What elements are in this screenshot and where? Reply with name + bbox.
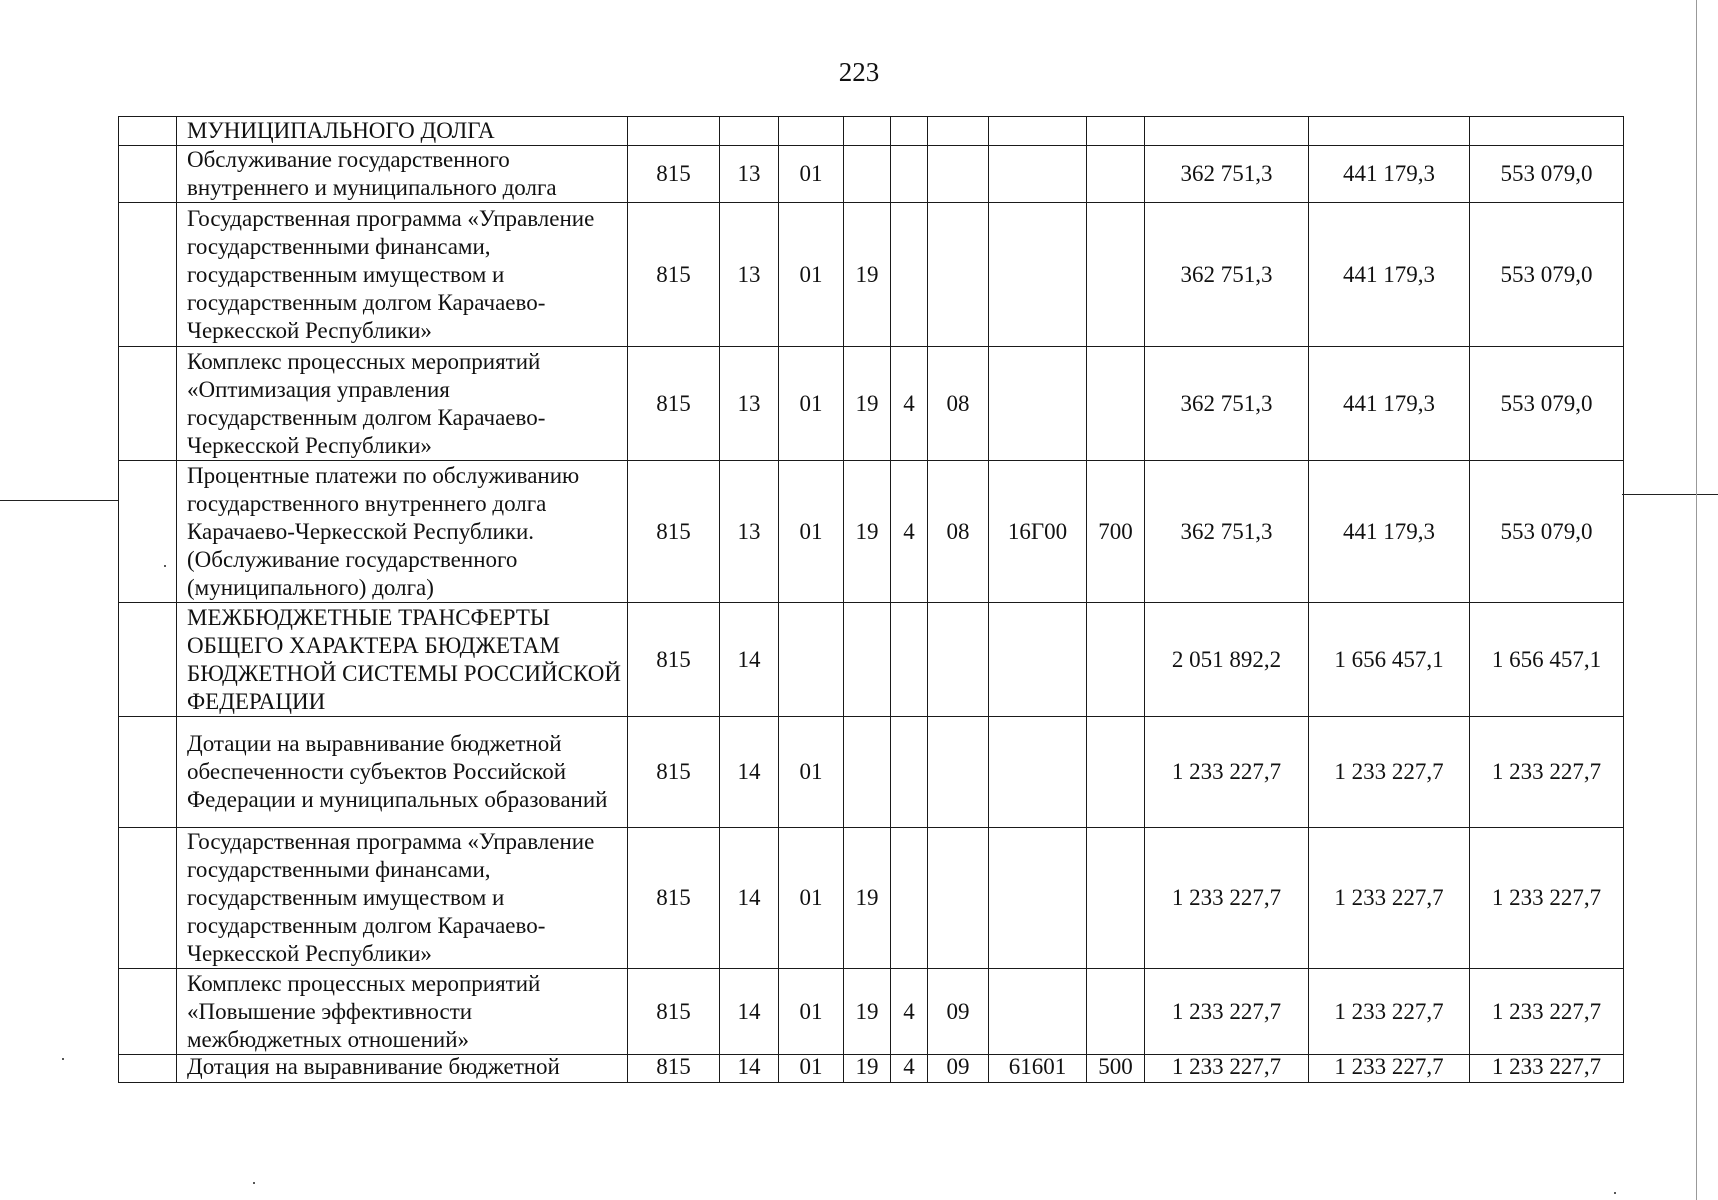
program-type-cell — [891, 603, 928, 717]
direction-code-cell — [928, 117, 989, 146]
amount-year3-cell: 1 233 227,7 — [1470, 717, 1624, 828]
target-article-cell — [989, 969, 1087, 1055]
section-code-cell: 14 — [720, 828, 779, 969]
expense-type-cell — [1087, 828, 1145, 969]
program-code-cell: 19 — [844, 461, 891, 603]
scan-speck — [62, 1058, 64, 1060]
table-row — [119, 146, 1624, 203]
amount-year3-cell: 553 079,0 — [1470, 347, 1624, 461]
target-article-cell — [989, 117, 1087, 146]
amount-year3-cell: 553 079,0 — [1470, 146, 1624, 203]
program-code-cell: 19 — [844, 203, 891, 347]
item-name-cell: Дотация на выравнивание бюджетной — [177, 1055, 628, 1083]
admin-code-cell: 815 — [628, 1055, 720, 1083]
amount-year2-cell: 441 179,3 — [1309, 461, 1470, 603]
admin-code-cell — [628, 117, 720, 146]
scan-line-left — [0, 500, 118, 501]
program-code-cell: 19 — [844, 828, 891, 969]
program-type-cell — [891, 828, 928, 969]
program-code-cell — [844, 603, 891, 717]
expense-type-cell — [1087, 347, 1145, 461]
scan-line-right — [1622, 494, 1718, 495]
program-type-cell — [891, 146, 928, 203]
program-code-cell — [844, 117, 891, 146]
subsection-code-cell — [779, 117, 844, 146]
admin-code-cell: 815 — [628, 146, 720, 203]
expense-type-cell — [1087, 203, 1145, 347]
program-type-cell — [891, 117, 928, 146]
program-type-cell: 4 — [891, 461, 928, 603]
item-name-cell: Дотации на выравнивание бюджетной обеспеченности субъектов Российской Федерации и муниципальных образований — [177, 717, 628, 828]
program-type-cell — [891, 717, 928, 828]
item-name-cell: МУНИЦИПАЛЬНОГО ДОЛГА — [177, 117, 628, 146]
admin-code-cell: 815 — [628, 969, 720, 1055]
amount-year3-cell: 1 233 227,7 — [1470, 969, 1624, 1055]
amount-year2-cell: 441 179,3 — [1309, 146, 1470, 203]
direction-code-cell: 09 — [928, 969, 989, 1055]
row-number-cell — [119, 203, 177, 347]
amount-year2-cell: 441 179,3 — [1309, 203, 1470, 347]
program-type-cell: 4 — [891, 347, 928, 461]
amount-year1-cell: 2 051 892,2 — [1145, 603, 1309, 717]
row-number-cell — [119, 717, 177, 828]
section-code-cell: 13 — [720, 203, 779, 347]
target-article-cell: 16Г00 — [989, 461, 1087, 603]
target-article-cell — [989, 203, 1087, 347]
table-row — [119, 347, 1624, 461]
table-row — [119, 969, 1624, 1055]
target-article-cell — [989, 717, 1087, 828]
section-code-cell: 13 — [720, 347, 779, 461]
expense-type-cell — [1087, 146, 1145, 203]
program-type-cell — [891, 203, 928, 347]
target-article-cell — [989, 347, 1087, 461]
amount-year1-cell: 1 233 227,7 — [1145, 828, 1309, 969]
direction-code-cell: 08 — [928, 461, 989, 603]
expense-type-cell: 500 — [1087, 1055, 1145, 1083]
direction-code-cell — [928, 828, 989, 969]
direction-code-cell — [928, 146, 989, 203]
section-code-cell: 14 — [720, 969, 779, 1055]
direction-code-cell: 08 — [928, 347, 989, 461]
table-row — [119, 1055, 1624, 1083]
table-row — [119, 603, 1624, 717]
amount-year2-cell: 1 233 227,7 — [1309, 717, 1470, 828]
table-row — [119, 828, 1624, 969]
section-code-cell: 13 — [720, 461, 779, 603]
program-type-cell: 4 — [891, 1055, 928, 1083]
page-number: 223 — [838, 57, 880, 87]
subsection-code-cell: 01 — [779, 203, 844, 347]
direction-code-cell — [928, 717, 989, 828]
amount-year3-cell — [1470, 117, 1624, 146]
expense-type-cell: 700 — [1087, 461, 1145, 603]
item-name-cell: Государственная программа «Управление государственными финансами, государственным имуществом и государственным долгом Карачаево-Черкесской Республики» — [177, 828, 628, 969]
target-article-cell: 61601 — [989, 1055, 1087, 1083]
admin-code-cell: 815 — [628, 603, 720, 717]
section-code-cell — [720, 117, 779, 146]
subsection-code-cell — [779, 603, 844, 717]
amount-year1-cell: 1 233 227,7 — [1145, 717, 1309, 828]
program-code-cell: 19 — [844, 969, 891, 1055]
amount-year2-cell: 441 179,3 — [1309, 347, 1470, 461]
amount-year2-cell: 1 233 227,7 — [1309, 1055, 1470, 1083]
admin-code-cell: 815 — [628, 347, 720, 461]
direction-code-cell — [928, 603, 989, 717]
subsection-code-cell: 01 — [779, 347, 844, 461]
expense-type-cell — [1087, 717, 1145, 828]
target-article-cell — [989, 146, 1087, 203]
table-body — [119, 117, 1624, 1083]
subsection-code-cell: 01 — [779, 146, 844, 203]
row-number-cell — [119, 117, 177, 146]
expense-type-cell — [1087, 603, 1145, 717]
amount-year1-cell: 362 751,3 — [1145, 347, 1309, 461]
program-code-cell: 19 — [844, 1055, 891, 1083]
amount-year1-cell — [1145, 117, 1309, 146]
direction-code-cell: 09 — [928, 1055, 989, 1083]
row-number-cell — [119, 347, 177, 461]
amount-year3-cell: 1 233 227,7 — [1470, 1055, 1624, 1083]
amount-year1-cell: 362 751,3 — [1145, 203, 1309, 347]
table-row — [119, 203, 1624, 347]
row-number-cell — [119, 146, 177, 203]
program-code-cell — [844, 717, 891, 828]
admin-code-cell: 815 — [628, 203, 720, 347]
scan-speck — [1614, 1192, 1616, 1194]
amount-year2-cell: 1 233 227,7 — [1309, 969, 1470, 1055]
program-code-cell — [844, 146, 891, 203]
subsection-code-cell: 01 — [779, 969, 844, 1055]
amount-year1-cell: 362 751,3 — [1145, 461, 1309, 603]
admin-code-cell: 815 — [628, 828, 720, 969]
amount-year2-cell: 1 233 227,7 — [1309, 828, 1470, 969]
item-name-cell: Комплекс процессных мероприятий «Оптимизация управления государственным долгом Карачаево-Черкесской Республики» — [177, 347, 628, 461]
row-number-cell — [119, 828, 177, 969]
scan-speck — [253, 1182, 255, 1184]
item-name-cell: МЕЖБЮДЖЕТНЫЕ ТРАНСФЕРТЫ ОБЩЕГО ХАРАКТЕРА БЮДЖЕТАМ БЮДЖЕТНОЙ СИСТЕМЫ РОССИЙСКОЙ ФЕДЕРАЦИИ — [177, 603, 628, 717]
item-name-cell: Процентные платежи по обслуживанию государственного внутреннего долга Карачаево-Черкесской Республики. (Обслуживание государственного (муниципального) долга) — [177, 461, 628, 603]
table-row — [119, 117, 1624, 146]
subsection-code-cell: 01 — [779, 461, 844, 603]
direction-code-cell — [928, 203, 989, 347]
amount-year3-cell: 553 079,0 — [1470, 461, 1624, 603]
amount-year1-cell: 362 751,3 — [1145, 146, 1309, 203]
expense-type-cell — [1087, 969, 1145, 1055]
row-number-cell — [119, 1055, 177, 1083]
admin-code-cell: 815 — [628, 717, 720, 828]
table-row — [119, 461, 1624, 603]
target-article-cell — [989, 828, 1087, 969]
program-type-cell: 4 — [891, 969, 928, 1055]
amount-year3-cell: 553 079,0 — [1470, 203, 1624, 347]
expense-type-cell — [1087, 117, 1145, 146]
row-number-cell — [119, 969, 177, 1055]
row-number-cell — [119, 461, 177, 603]
amount-year3-cell: 1 656 457,1 — [1470, 603, 1624, 717]
program-code-cell: 19 — [844, 347, 891, 461]
target-article-cell — [989, 603, 1087, 717]
admin-code-cell: 815 — [628, 461, 720, 603]
budget-table — [118, 116, 1624, 1083]
table-row — [119, 717, 1624, 828]
amount-year1-cell: 1 233 227,7 — [1145, 969, 1309, 1055]
amount-year1-cell: 1 233 227,7 — [1145, 1055, 1309, 1083]
section-code-cell: 14 — [720, 1055, 779, 1083]
section-code-cell: 14 — [720, 603, 779, 717]
amount-year3-cell: 1 233 227,7 — [1470, 828, 1624, 969]
row-number-cell — [119, 603, 177, 717]
subsection-code-cell: 01 — [779, 1055, 844, 1083]
item-name-cell: Государственная программа «Управление государственными финансами, государственным имуществом и государственным долгом Карачаево-Черкесской Республики» — [177, 203, 628, 347]
item-name-cell: Обслуживание государственного внутреннего и муниципального долга — [177, 146, 628, 203]
scan-speck — [164, 565, 166, 567]
subsection-code-cell: 01 — [779, 717, 844, 828]
subsection-code-cell: 01 — [779, 828, 844, 969]
scan-edge-line — [1696, 0, 1697, 1200]
amount-year2-cell — [1309, 117, 1470, 146]
section-code-cell: 13 — [720, 146, 779, 203]
amount-year2-cell: 1 656 457,1 — [1309, 603, 1470, 717]
section-code-cell: 14 — [720, 717, 779, 828]
item-name-cell: Комплекс процессных мероприятий «Повышение эффективности межбюджетных отношений» — [177, 969, 628, 1055]
